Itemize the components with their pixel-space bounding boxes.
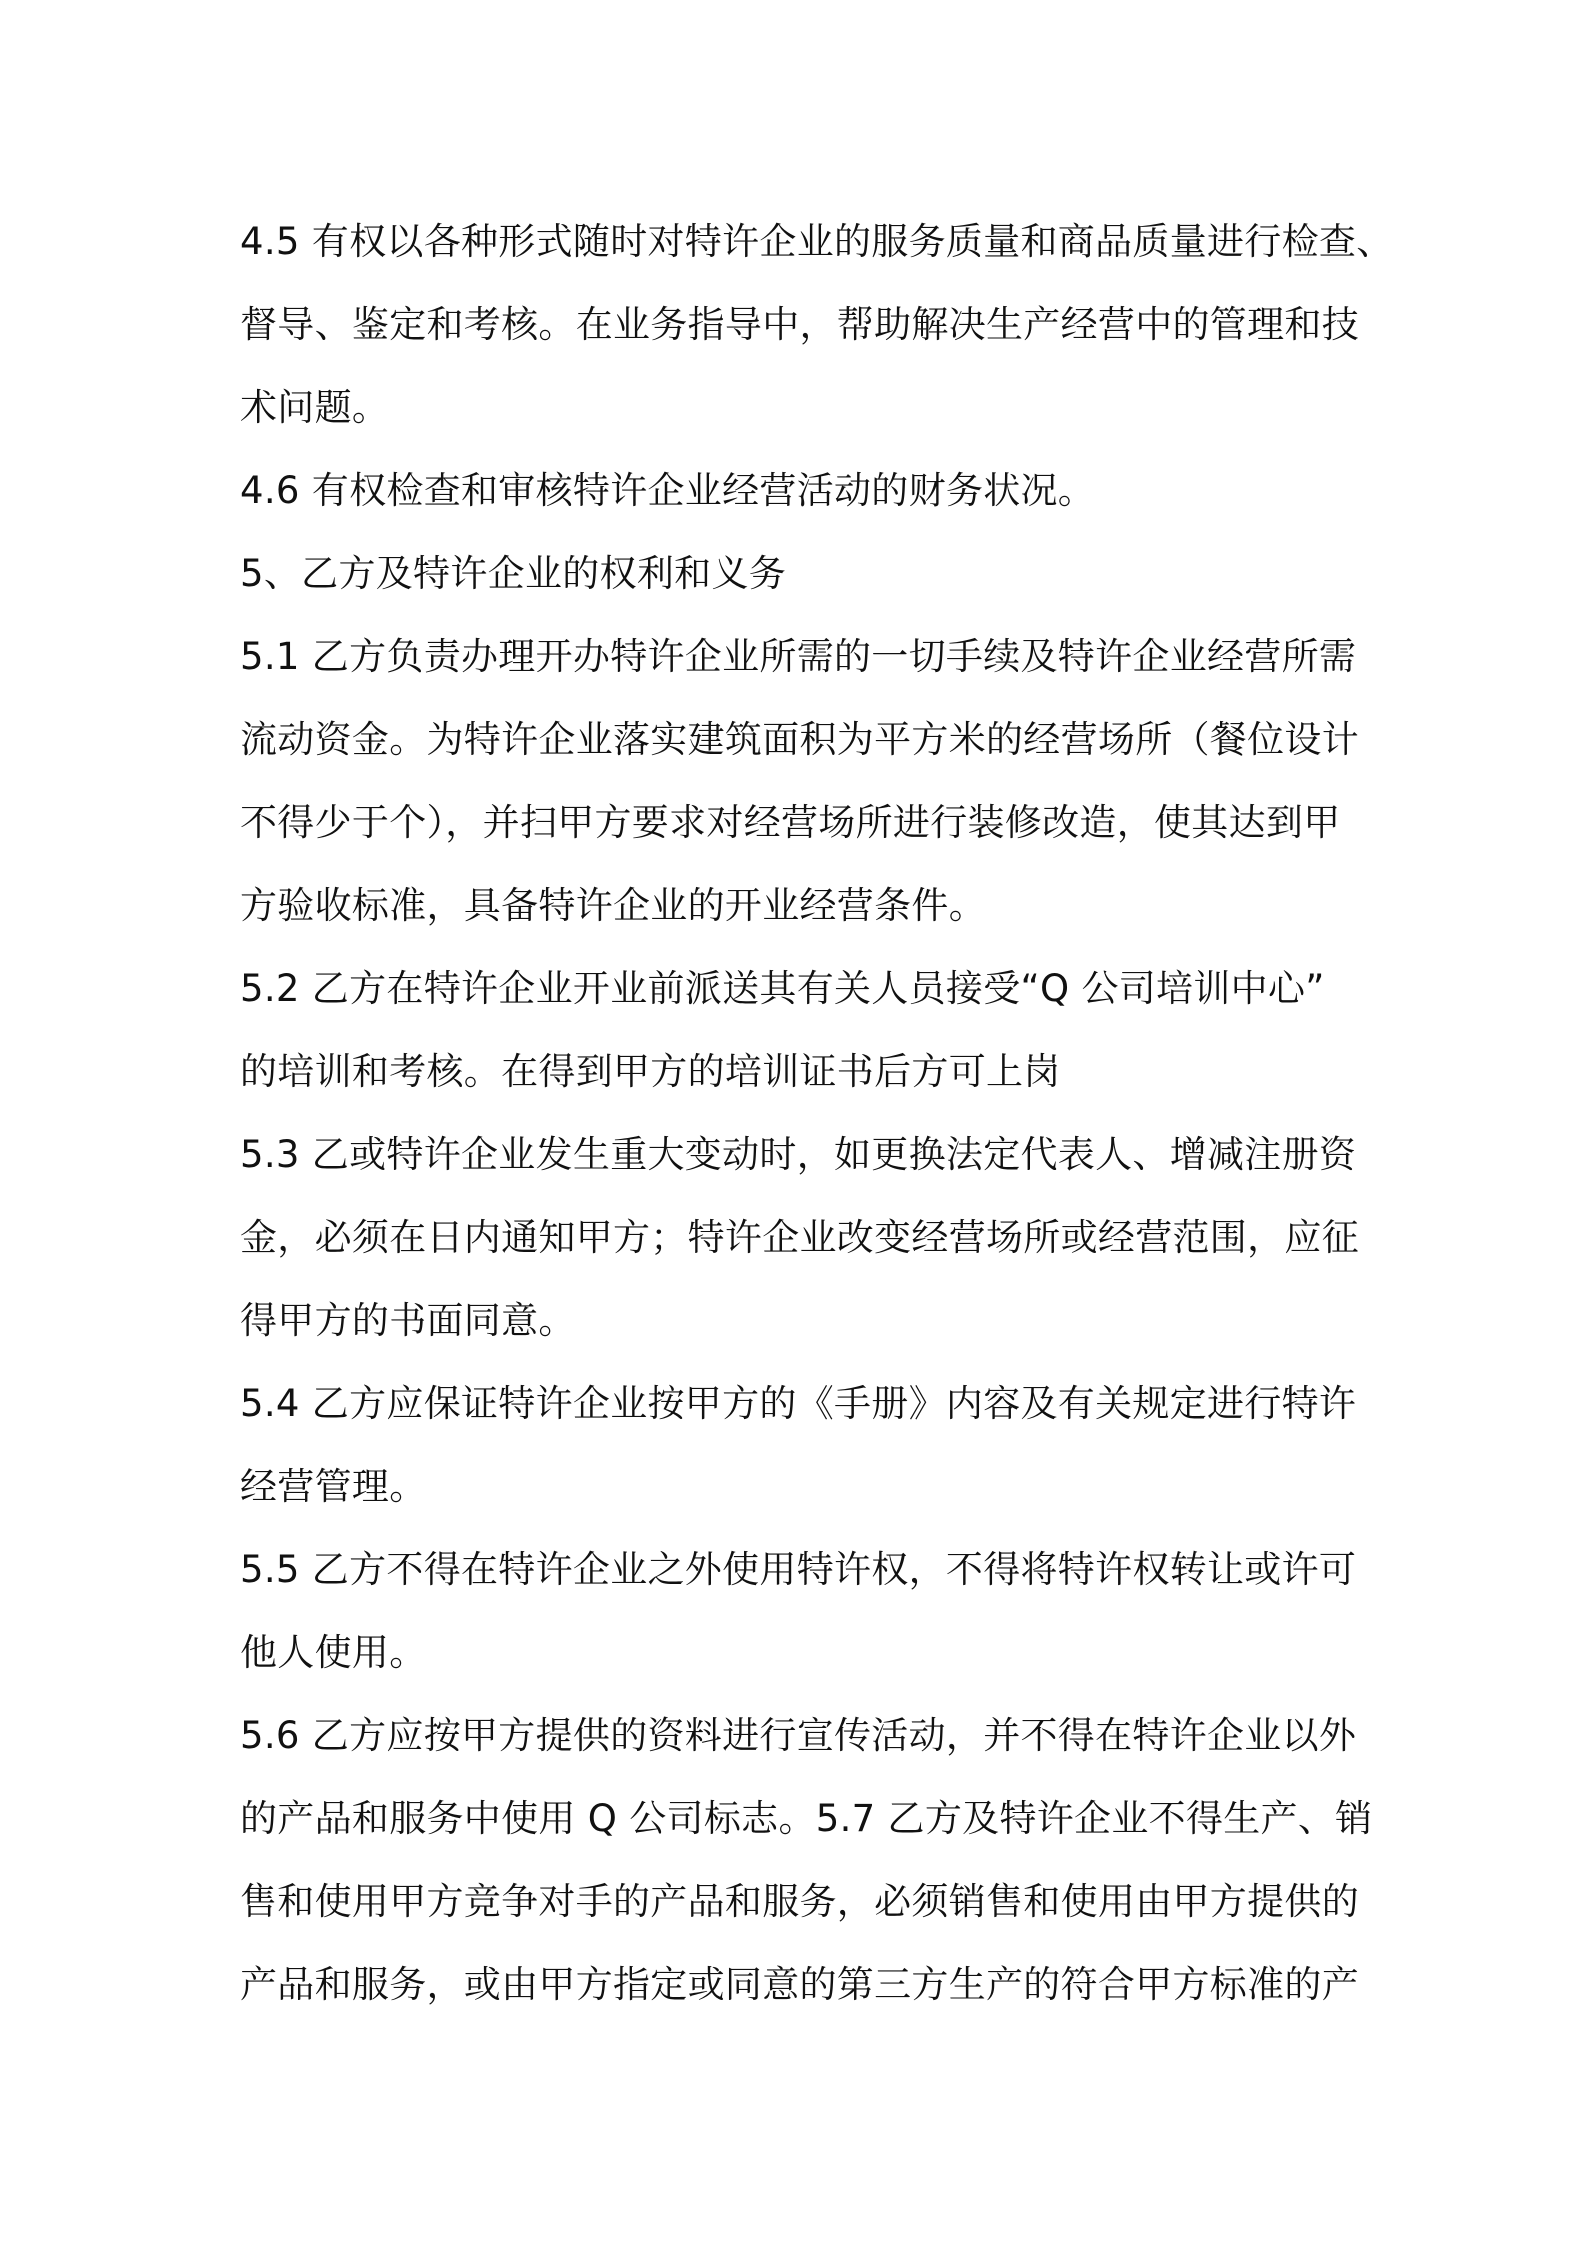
document-body — [240, 200, 1394, 2026]
text-line: 5.6 乙方应按甲方提供的资料进行宣传活动，并不得在特许企业以外 — [240, 1714, 1357, 1757]
text-line: 方验收标准，具备特许企业的开业经营条件。 — [240, 884, 986, 927]
text-line: 金，必须在日内通知甲方；特许企业改变经营场所或经营范围，应征 — [240, 1216, 1359, 1259]
text-line: 督导、鉴定和考核。在业务指导中，帮助解决生产经营中的管理和技 — [240, 303, 1359, 346]
text-line: 不得少于个），并扫甲方要求对经营场所进行装修改造，使其达到甲 — [240, 801, 1341, 844]
text-line: 的培训和考核。在得到甲方的培训证书后方可上岗 — [240, 1050, 1061, 1093]
text-line: 4.5 有权以各种形式随时对特许企业的服务质量和商品质量进行检查、 — [240, 220, 1394, 263]
text-line: 售和使用甲方竞争对手的产品和服务，必须销售和使用由甲方提供的 — [240, 1880, 1359, 1923]
text-line: 5.1 乙方负责办理开办特许企业所需的一切手续及特许企业经营所需 — [240, 635, 1357, 678]
text-line: 5.3 乙或特许企业发生重大变动时，如更换法定代表人、增减注册资 — [240, 1133, 1357, 1176]
text-line: 他人使用。 — [240, 1631, 427, 1674]
section-heading: 5、乙方及特许企业的权利和义务 — [240, 552, 787, 595]
text-line: 5.4 乙方应保证特许企业按甲方的《手册》内容及有关规定进行特许 — [240, 1382, 1357, 1425]
text-line: 产品和服务，或由甲方指定或同意的第三方生产的符合甲方标准的产 — [240, 1963, 1359, 2006]
text-line: 得甲方的书面同意。 — [240, 1299, 576, 1342]
text-line: 流动资金。为特许企业落实建筑面积为平方米的经营场所（餐位设计 — [240, 718, 1359, 761]
text-line: 5.5 乙方不得在特许企业之外使用特许权，不得将特许权转让或许可 — [240, 1548, 1357, 1591]
text-line: 4.6 有权检查和审核特许企业经营活动的财务状况。 — [240, 469, 1096, 512]
text-line: 的产品和服务中使用 Q 公司标志。5.7 乙方及特许企业不得生产、销 — [240, 1797, 1373, 1840]
text-line: 经营管理。 — [240, 1465, 427, 1508]
text-line: 术问题。 — [240, 386, 390, 429]
text-line: 5.2 乙方在特许企业开业前派送其有关人员接受“Q 公司培训中心” — [240, 967, 1325, 1010]
